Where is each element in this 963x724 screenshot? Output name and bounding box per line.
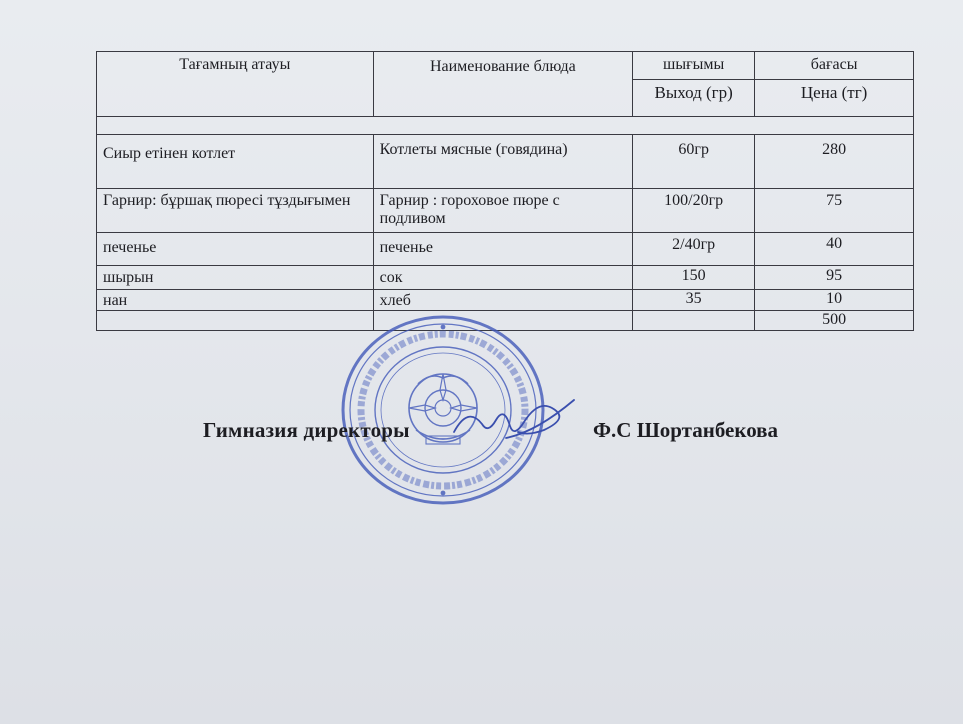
total-empty-cell bbox=[97, 311, 374, 331]
yield-cell: 150 bbox=[633, 266, 755, 290]
handwritten-signature-icon bbox=[448, 392, 578, 452]
yield-cell: 2/40гр bbox=[633, 233, 755, 266]
dish-ru-cell: Котлеты мясные (говядина) bbox=[373, 135, 632, 189]
dish-ru-cell: печенье bbox=[373, 233, 632, 266]
table-row bbox=[97, 266, 914, 290]
yield-cell: 100/20гр bbox=[633, 189, 755, 233]
header-row-1 bbox=[97, 52, 914, 80]
header-price-kz: бағасы bbox=[755, 52, 914, 80]
dish-kz-cell: шырын bbox=[97, 266, 374, 290]
total-empty-cell bbox=[633, 311, 755, 331]
table-row bbox=[97, 135, 914, 189]
header-yield-ru: Выход (гр) bbox=[633, 80, 755, 117]
price-cell: 40 bbox=[755, 233, 914, 266]
dish-kz-cell: печенье bbox=[97, 233, 374, 266]
dish-kz-cell: Сиыр етінен котлет bbox=[97, 135, 374, 189]
dish-kz-cell: нан bbox=[97, 290, 374, 311]
blank-row bbox=[97, 117, 914, 135]
header-dish-kz: Тағамның атауы bbox=[97, 52, 374, 117]
table-row bbox=[97, 233, 914, 266]
price-cell: 75 bbox=[755, 189, 914, 233]
dish-ru-cell: хлеб bbox=[373, 290, 632, 311]
yield-cell: 60гр bbox=[633, 135, 755, 189]
price-cell: 280 bbox=[755, 135, 914, 189]
yield-cell: 35 bbox=[633, 290, 755, 311]
price-cell: 95 bbox=[755, 266, 914, 290]
blank-cell bbox=[97, 117, 914, 135]
director-name: Ф.С Шортанбекова bbox=[593, 418, 779, 442]
menu-table bbox=[96, 51, 914, 331]
dish-ru-cell: Гарнир : гороховое пюре с подливом bbox=[373, 189, 632, 233]
price-cell: 10 bbox=[755, 290, 914, 311]
header-yield-kz: шығымы bbox=[633, 52, 755, 80]
table-row bbox=[97, 290, 914, 311]
header-price-ru: Цена (тг) bbox=[755, 80, 914, 117]
header-dish-ru: Наименование блюда bbox=[373, 52, 632, 117]
director-title: Гимназия директоры bbox=[203, 418, 410, 442]
dish-kz-cell: Гарнир: бұршақ пюресі тұздығымен bbox=[97, 189, 374, 233]
total-price-cell: 500 bbox=[755, 311, 914, 331]
table-row bbox=[97, 189, 914, 233]
dish-ru-cell: сок bbox=[373, 266, 632, 290]
